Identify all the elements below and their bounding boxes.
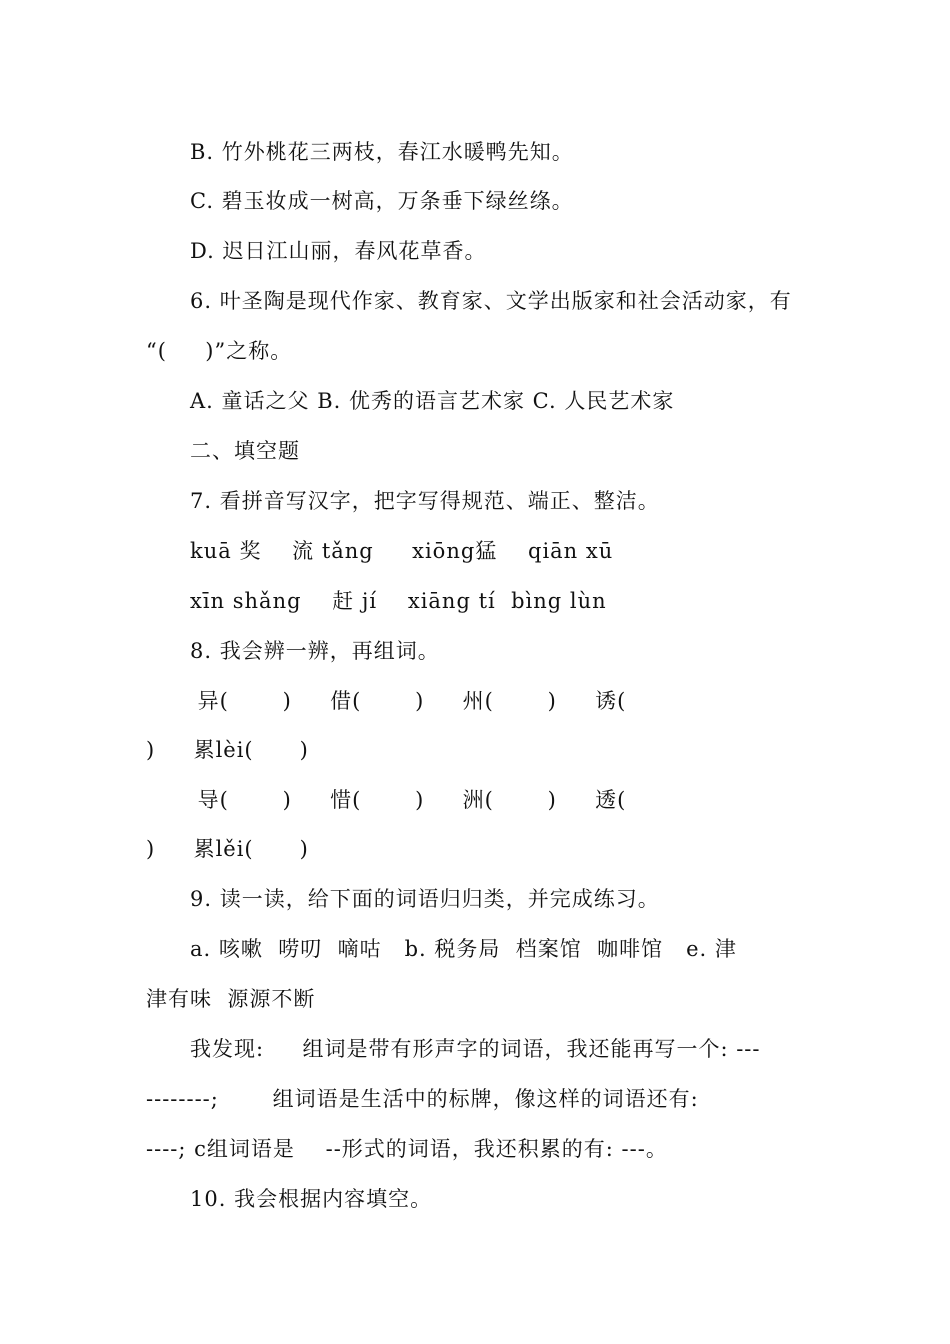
option-c: C. 碧玉妆成一树高，万条垂下绿丝绦。 bbox=[190, 189, 574, 213]
pinyin-row-2: xīn shǎng 赶 jí xiāng tí bìng lùn bbox=[190, 589, 607, 613]
word-group-row-1b: ) 累lèi( ) bbox=[146, 738, 309, 762]
word-group-row-1: 异( ) 借( ) 州( ) 诱( bbox=[190, 689, 627, 713]
word-group-row-2b: ) 累lěi( ) bbox=[146, 837, 309, 861]
discovery-line-1: 我发现: 组词是带有形声字的词语，我还能再写一个: --- bbox=[190, 1037, 761, 1061]
question-6-options: A. 童话之父 B. 优秀的语言艺术家 C. 人民艺术家 bbox=[190, 389, 675, 413]
word-group-row-2: 导( ) 惜( ) 洲( ) 透( bbox=[190, 788, 627, 812]
question-10: 10. 我会根据内容填空。 bbox=[190, 1187, 433, 1211]
pinyin-row-1: kuā 奖 流 tǎng xiōng猛 qiān xū bbox=[190, 539, 614, 563]
option-b: B. 竹外桃花三两枝，春江水暖鸭先知。 bbox=[190, 140, 574, 164]
discovery-line-3: ----; c组词语是 --形式的词语，我还积累的有: ---。 bbox=[146, 1137, 668, 1161]
question-6-cont: “( )”之称。 bbox=[146, 339, 293, 363]
question-7: 7. 看拼音写汉字，把字写得规范、端正、整洁。 bbox=[190, 489, 660, 513]
section-heading: 二、填空题 bbox=[190, 439, 300, 463]
option-d: D. 迟日江山丽，春风花草香。 bbox=[190, 239, 487, 263]
word-categories: a. 咳嗽 唠叨 嘀咕 b. 税务局 档案馆 咖啡馆 e. 津 bbox=[190, 937, 737, 961]
word-categories-cont: 津有味 源源不断 bbox=[146, 987, 316, 1011]
question-9: 9. 读一读，给下面的词语归归类，并完成练习。 bbox=[190, 887, 660, 911]
question-6: 6. 叶圣陶是现代作家、教育家、文学出版家和社会活动家，有 bbox=[190, 289, 792, 313]
discovery-line-2: --------; 组词语是生活中的标牌，像这样的词语还有: bbox=[146, 1087, 699, 1111]
question-8: 8. 我会辨一辨，再组词。 bbox=[190, 639, 440, 663]
